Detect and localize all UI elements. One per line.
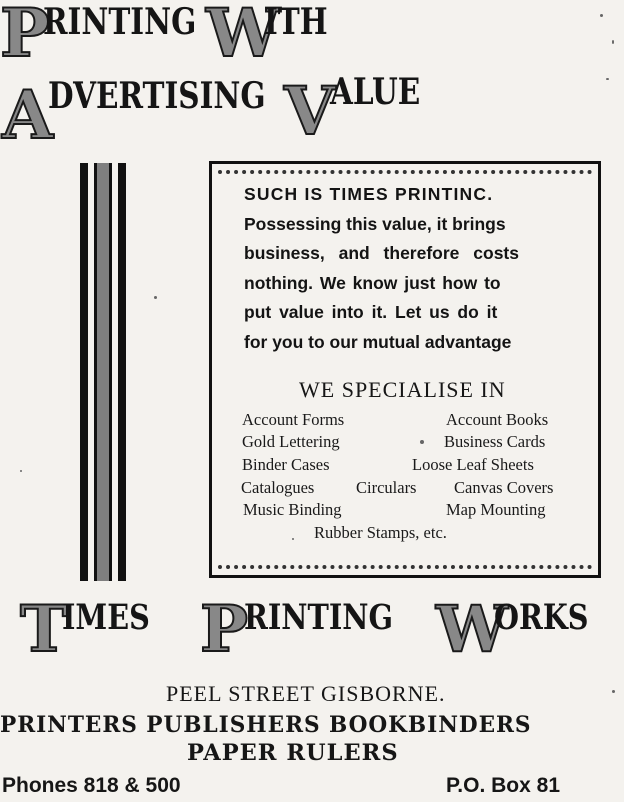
trades-line-2: PAPER RULERS	[187, 740, 399, 766]
service-item: Business Cards	[444, 432, 546, 451]
trades-line: PRINTERS PUBLISHERS BOOKBINDERS	[0, 712, 532, 738]
lead-line: business, and therefore costs	[244, 243, 519, 263]
service-item: Loose Leaf Sheets	[412, 455, 534, 474]
po-box: P.O. Box 81	[446, 774, 561, 797]
company-word-works: ORKS	[494, 597, 589, 638]
company-word-times: IMES	[62, 597, 150, 638]
service-item: Music Binding	[243, 500, 342, 519]
headline-word-advertising: DVERTISING	[48, 75, 266, 117]
service-item: Binder Cases	[242, 455, 330, 474]
headline-initial-p: P	[0, 0, 50, 72]
service-item: Account Books	[446, 410, 549, 429]
service-item: Circulars	[356, 478, 417, 497]
print-speck	[612, 690, 615, 693]
company-initial-t: T	[20, 592, 68, 667]
street-address: PEEL STREET GISBORNE.	[166, 681, 446, 706]
service-item: Catalogues	[241, 478, 315, 497]
headline-initial-w: W	[206, 0, 281, 72]
print-speck	[612, 40, 614, 44]
lead-line: nothing. We know just how to	[244, 272, 501, 293]
lead-line: put value into it. Let us do it	[244, 302, 498, 322]
specialise-heading: WE SPECIALISE IN	[299, 377, 506, 402]
company-initial-w: W	[436, 592, 508, 667]
headline-word-with: ITH	[264, 1, 328, 43]
rule-bar-left	[80, 163, 88, 581]
phone-numbers: Phones 818 & 500	[2, 774, 181, 797]
company-word-printing: RINTING	[244, 597, 394, 638]
headline-initial-a: A	[2, 76, 54, 154]
headline-initial-v: V	[284, 72, 336, 150]
print-speck	[600, 14, 603, 17]
rule-bar-middle	[94, 163, 112, 581]
service-item: Rubber Stamps, etc.	[314, 523, 447, 542]
service-item: Account Forms	[242, 410, 345, 429]
print-speck	[20, 470, 22, 472]
lead-line: Possessing this value, it brings	[244, 213, 506, 234]
lead-line: for you to our mutual advantage	[244, 331, 512, 352]
lead-paragraph	[244, 180, 519, 357]
print-speck	[154, 296, 157, 299]
lead-line: SUCH IS TIMES PRINTINC.	[244, 184, 494, 204]
service-item: Map Mounting	[446, 500, 546, 519]
print-speck	[606, 78, 609, 80]
service-item: Canvas Covers	[454, 478, 554, 497]
headline-word-printing: RINTING	[43, 1, 197, 43]
service-item: Gold Lettering	[242, 432, 340, 451]
headline-word-value: ALUE	[330, 71, 421, 113]
company-initial-p: P	[200, 592, 249, 667]
rule-bar-right	[118, 163, 126, 581]
